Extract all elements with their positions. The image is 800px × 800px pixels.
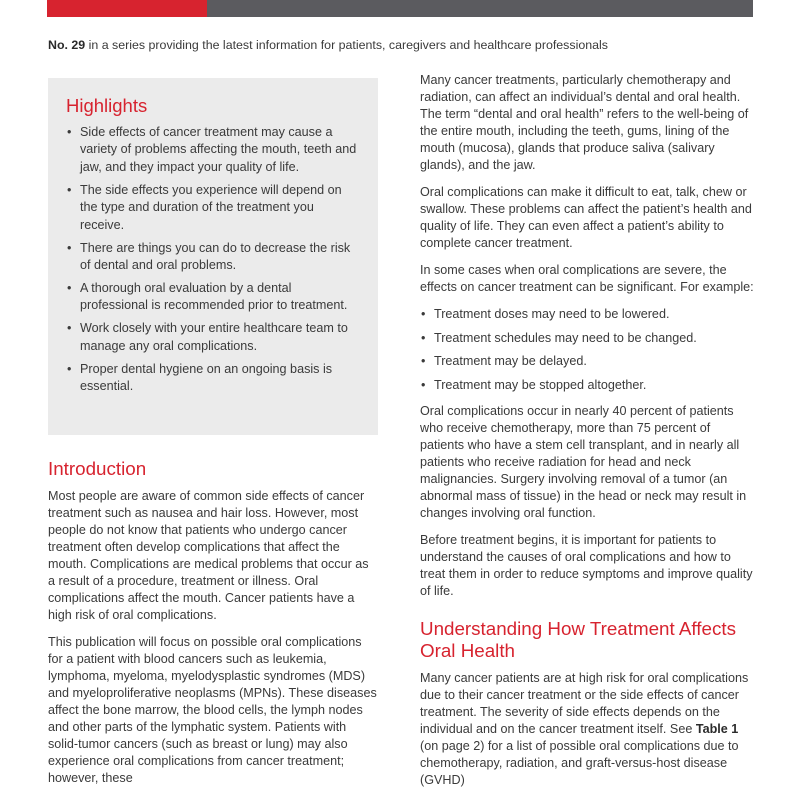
highlights-item: • A thorough oral evaluation by a dental professional is recommended prior to treatment. (66, 280, 360, 315)
list-item: • Treatment may be stopped altogether. (420, 377, 755, 394)
introduction-paragraph-2: This publication will focus on possible oral complications for a patient with blood cancers such as leukemia, lymphoma, myeloma, myelodysplastic syndromes (MDS) and myeloproliferative neoplasms (MPNs). These diseases affect the bone marrow, the blood cells, the lymph nodes and other parts of the lymphatic system. Patients with solid-tumor cancers (such as breast or lung) may also experience oral complications from cancer treatment; however, these (48, 634, 377, 785)
introduction-paragraph-1: Most people are aware of common side effects of cancer treatment such as nausea and hair loss. However, most people do not know that patients who undergo cancer treatment often develop complications that affect the mouth. Complications are medical problems that occur as a result of a procedure, treatment or illness. Oral complications affect the mouth. Cancer patients have a high risk of oral complications. (48, 488, 369, 622)
header-bar (0, 0, 800, 17)
highlights-item: • There are things you can do to decrease the risk of dental and oral problems. (66, 240, 360, 275)
body-paragraph-5: Before treatment begins, it is important for patients to understand the causes of oral complications and how to treat them in order to reduce symptoms and improve quality of life. (420, 532, 753, 598)
highlights-title: Highlights (66, 95, 148, 116)
list-item: • Treatment doses may need to be lowered. (420, 306, 755, 323)
highlights-list (66, 124, 360, 396)
left-column (48, 458, 378, 797)
paragraph-6-start: Many cancer patients are at high risk for oral complications due to their cancer treatment or the side effects of cancer treatment. The severity of side effects depends on the individual and on the cancer treatment itself. See (420, 670, 749, 736)
list-item: • Treatment may be delayed. (420, 353, 755, 370)
series-line (48, 38, 608, 52)
list-item: • Treatment schedules may need to be changed. (420, 330, 755, 347)
highlights-item: • The side effects you experience will depend on the type and duration of the treatment you receive. (66, 182, 360, 234)
body-paragraph-6 (420, 670, 755, 789)
header-bar-gray (207, 0, 753, 17)
highlights-item: • Proper dental hygiene on an ongoing basis is essential. (66, 361, 360, 396)
right-column (420, 72, 755, 799)
table-1-reference: Table 1 (695, 721, 739, 736)
understanding-heading: Understanding How Treatment Affects Oral Health (420, 617, 736, 661)
series-description: in a series providing the latest information for patients, caregivers and healthcare professionals (85, 38, 608, 52)
paragraph-6-end: (on page 2) for a list of possible oral complications due to chemotherapy, radiation, and graft-versus-host disease (GVHD) (420, 738, 739, 787)
body-paragraph-2: Oral complications can make it difficult to eat, talk, chew or swallow. These problems can affect the patient’s health and quality of life. They can even affect a patient’s ability to complete cancer treatment. (420, 185, 752, 250)
highlights-box (48, 78, 378, 435)
body-paragraph-1: Many cancer treatments, particularly chemotherapy and radiation, can affect an individual’s dental and oral health. The term “dental and oral health” refers to the well-being of the entire mouth, including the teeth, gums, lining of the mouth (mucosa), glands that produce saliva (salivary glands), and the jaw. (420, 73, 749, 172)
treatment-impact-list (420, 306, 755, 394)
highlights-item: • Work closely with your entire healthcare team to manage any oral complications. (66, 320, 360, 355)
introduction-heading: Introduction (48, 458, 147, 479)
body-paragraph-3: In some cases when oral complications are severe, the effects on cancer treatment can be significant. For example: (420, 263, 754, 294)
body-paragraph-4: Oral complications occur in nearly 40 percent of patients who receive chemotherapy, more than 75 percent of patients who have a stem cell transplant, and in nearly all patients who receive radiation for head and neck malignancies. Surgery involving removal of a tumor (an abnormal mass of tissue) in the head or neck may result in changes involving oral function. (420, 403, 747, 520)
highlights-item: • Side effects of cancer treatment may cause a variety of problems affecting the mouth, teeth and jaw, and they impact your quality of life. (66, 124, 360, 176)
series-number: No. 29 (48, 38, 86, 52)
header-bar-red (47, 0, 207, 17)
